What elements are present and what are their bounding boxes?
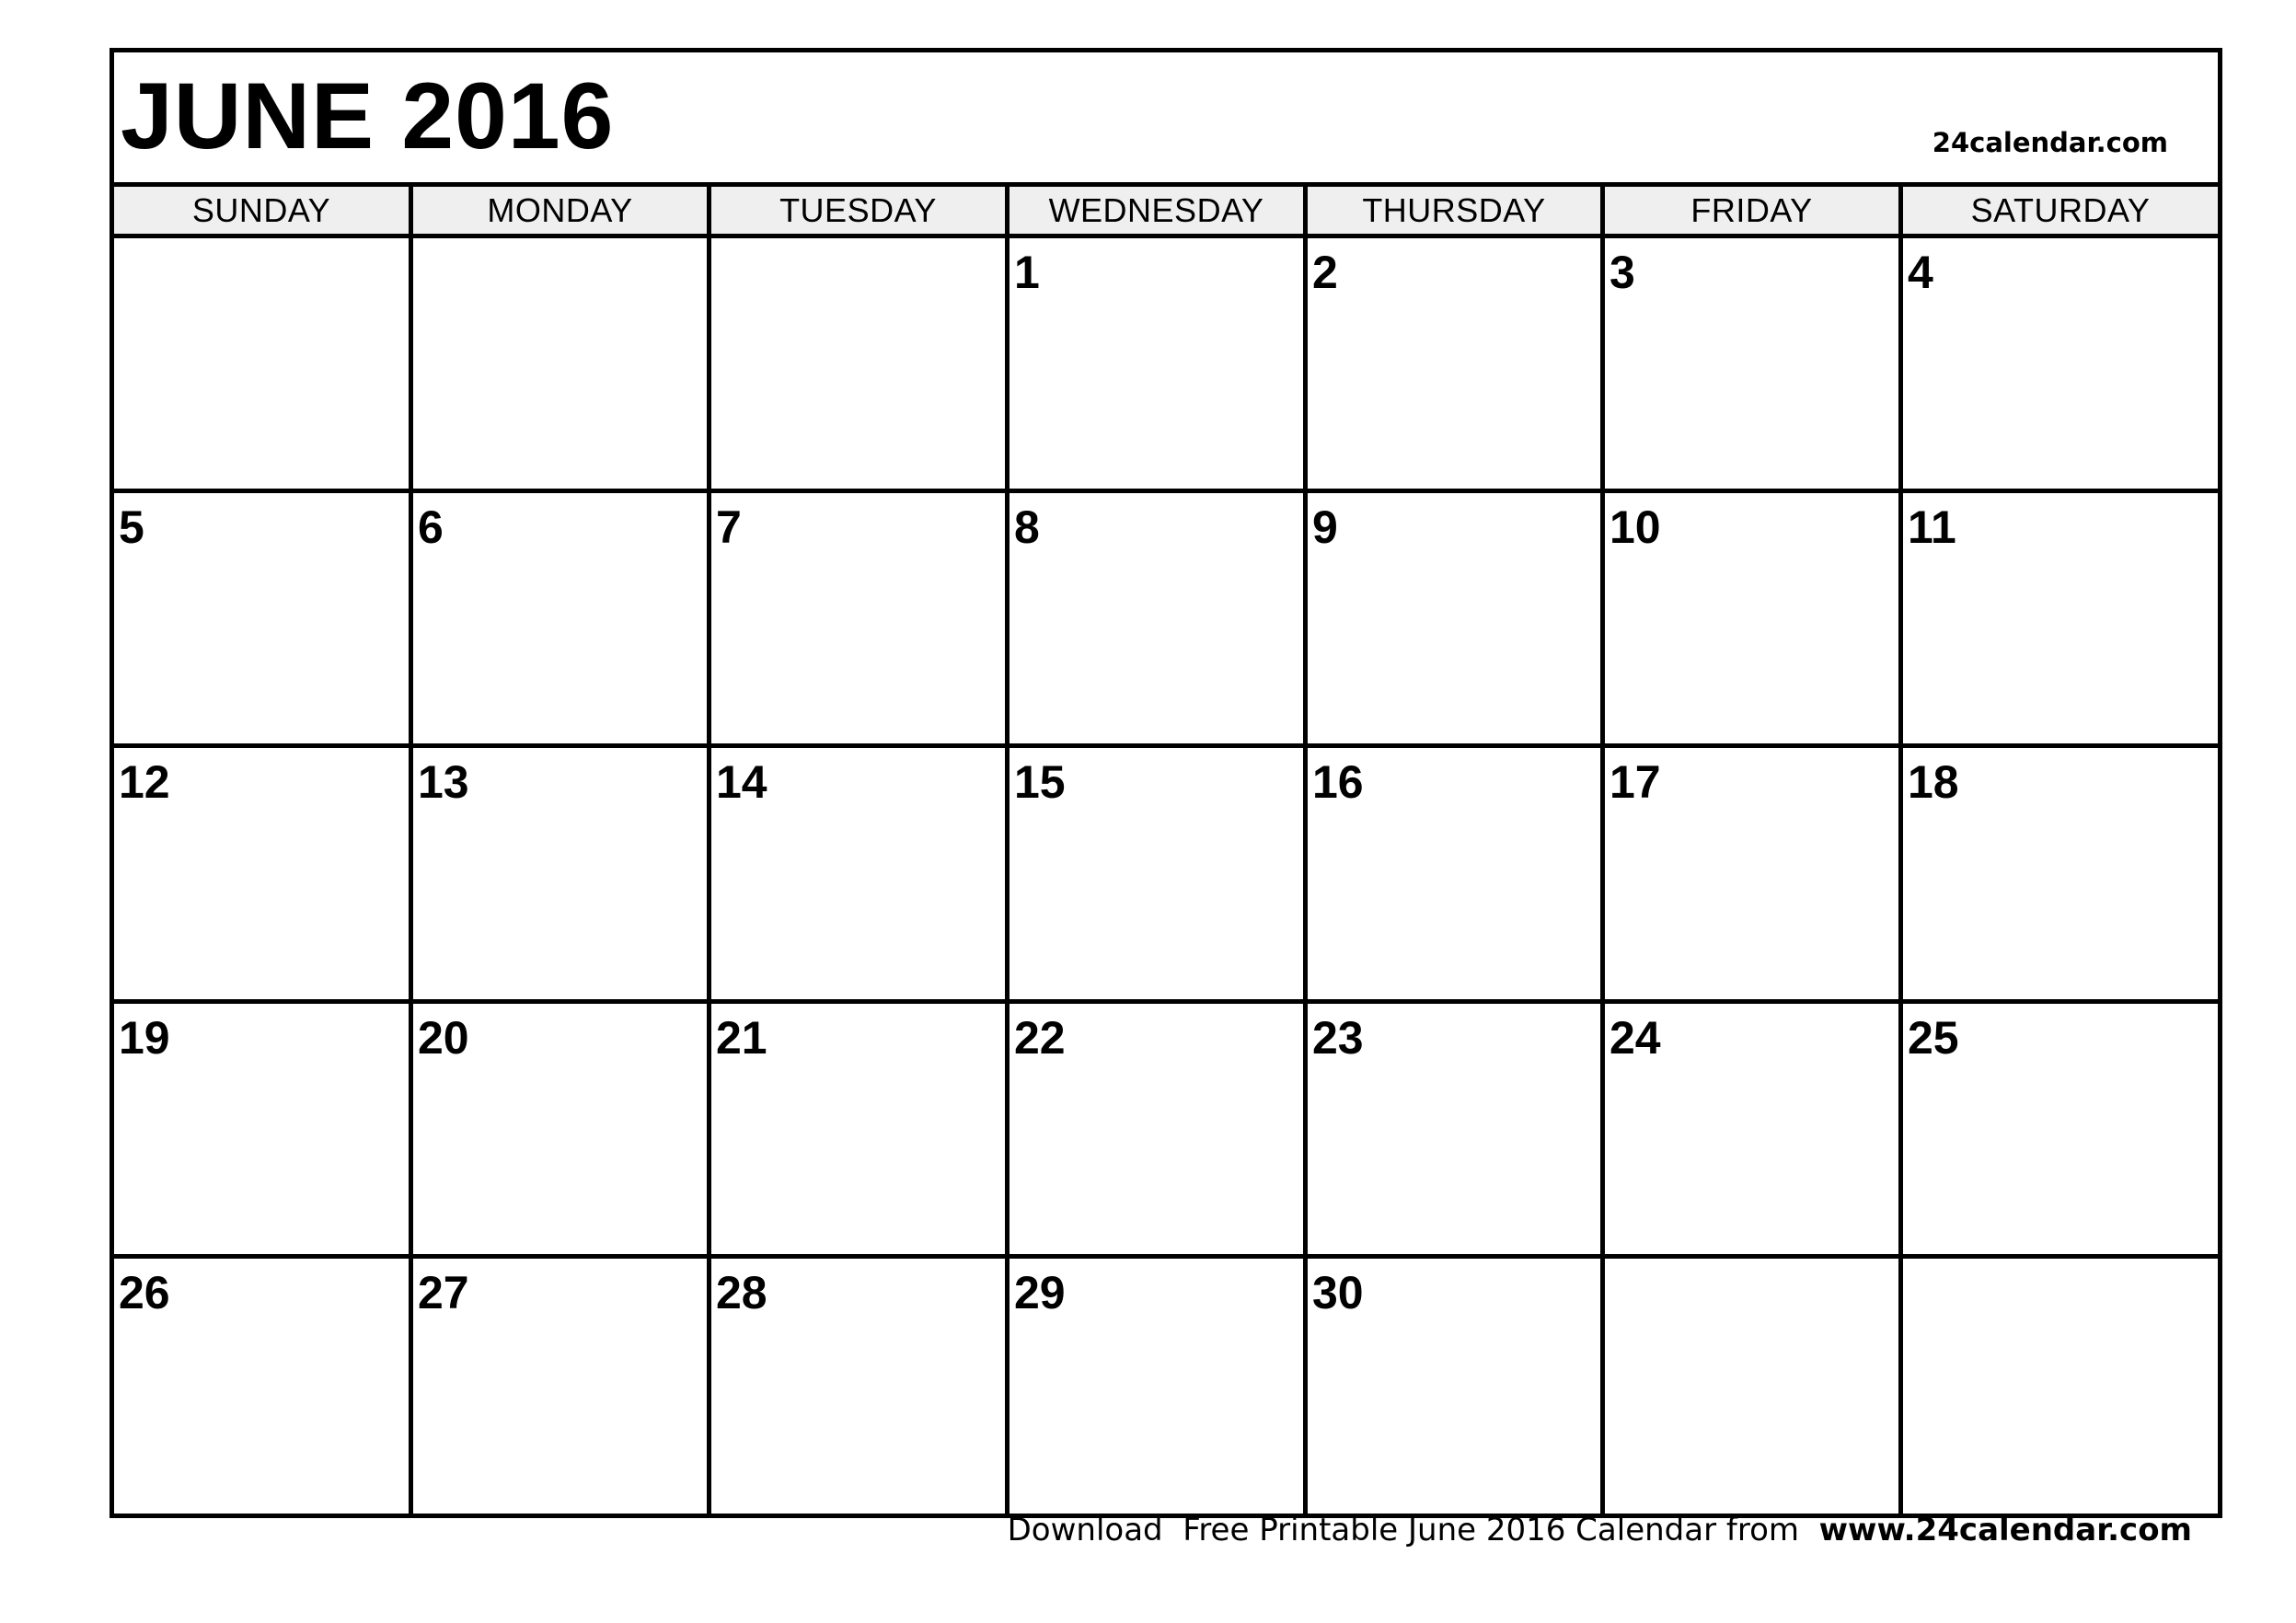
day-cell bbox=[1308, 748, 1605, 1003]
day-cell bbox=[1605, 1004, 1903, 1259]
day-number: 15 bbox=[1014, 756, 1066, 809]
day-number: 4 bbox=[1908, 247, 1933, 298]
day-cell bbox=[413, 1004, 711, 1259]
day-cell bbox=[1010, 1259, 1308, 1514]
weekday-header-thursday: THURSDAY bbox=[1308, 187, 1605, 238]
day-number: 23 bbox=[1312, 1011, 1364, 1064]
day-number: 11 bbox=[1908, 501, 1956, 554]
day-cell bbox=[1010, 748, 1308, 1003]
empty-day-cell bbox=[1903, 1259, 2218, 1514]
day-number: 22 bbox=[1014, 1011, 1066, 1064]
day-number: 29 bbox=[1014, 1266, 1066, 1318]
calendar-page bbox=[110, 48, 2222, 1518]
footer-text: Download Free Printable June 2016 Calendar from bbox=[1007, 1512, 1819, 1548]
day-number: 10 bbox=[1610, 501, 1661, 554]
day-cell bbox=[1903, 493, 2218, 748]
day-cell bbox=[114, 1259, 413, 1514]
day-cell bbox=[413, 748, 711, 1003]
day-cell bbox=[114, 1004, 413, 1259]
day-number: 28 bbox=[716, 1266, 767, 1318]
day-cell bbox=[114, 493, 413, 748]
weekday-header-friday: FRIDAY bbox=[1605, 187, 1903, 238]
day-number: 24 bbox=[1610, 1011, 1661, 1064]
day-cell bbox=[1308, 238, 1605, 493]
day-number: 1 bbox=[1014, 247, 1040, 298]
footer-url-link[interactable]: www.24calendar.com bbox=[1818, 1512, 2192, 1548]
empty-day-cell bbox=[114, 238, 413, 493]
day-number: 14 bbox=[716, 756, 767, 809]
day-cell bbox=[1308, 493, 1605, 748]
day-cell bbox=[1308, 1004, 1605, 1259]
day-cell bbox=[1010, 493, 1308, 748]
day-cell bbox=[1010, 238, 1308, 493]
day-cell bbox=[1308, 1259, 1605, 1514]
day-cell bbox=[711, 1259, 1010, 1514]
day-number: 26 bbox=[119, 1266, 170, 1318]
day-number: 3 bbox=[1610, 247, 1635, 298]
day-cell bbox=[1010, 1004, 1308, 1259]
day-cell bbox=[711, 1004, 1010, 1259]
day-number: 8 bbox=[1014, 501, 1040, 554]
day-cell bbox=[711, 748, 1010, 1003]
weekday-header-monday: MONDAY bbox=[413, 187, 711, 238]
calendar-grid bbox=[114, 187, 2218, 1514]
title-bar bbox=[114, 52, 2218, 187]
day-number: 13 bbox=[418, 756, 469, 809]
day-number: 25 bbox=[1908, 1011, 1959, 1064]
day-number: 18 bbox=[1908, 756, 1959, 809]
day-cell bbox=[413, 1259, 711, 1514]
day-cell bbox=[1605, 748, 1903, 1003]
month-title: JUNE 2016 bbox=[121, 63, 615, 168]
day-number: 27 bbox=[418, 1266, 469, 1318]
empty-day-cell bbox=[413, 238, 711, 493]
footer-note bbox=[1008, 1514, 2192, 1546]
day-number: 6 bbox=[418, 501, 444, 554]
day-number: 19 bbox=[119, 1011, 170, 1064]
day-number: 2 bbox=[1312, 247, 1338, 298]
day-number: 17 bbox=[1610, 756, 1661, 809]
empty-day-cell bbox=[711, 238, 1010, 493]
day-cell bbox=[1903, 1004, 2218, 1259]
day-number: 16 bbox=[1312, 756, 1364, 809]
day-number: 21 bbox=[716, 1011, 767, 1064]
empty-day-cell bbox=[1605, 1259, 1903, 1514]
day-number: 12 bbox=[119, 756, 170, 809]
weekday-header-saturday: SATURDAY bbox=[1903, 187, 2218, 238]
day-cell bbox=[711, 493, 1010, 748]
brand-label: 24calendar.com bbox=[1932, 127, 2168, 158]
day-number: 9 bbox=[1312, 501, 1338, 554]
day-number: 5 bbox=[119, 501, 144, 554]
weekday-header-wednesday: WEDNESDAY bbox=[1010, 187, 1308, 238]
weekday-header-tuesday: TUESDAY bbox=[711, 187, 1010, 238]
day-cell bbox=[413, 493, 711, 748]
weekday-header-sunday: SUNDAY bbox=[114, 187, 413, 238]
day-number: 30 bbox=[1312, 1266, 1364, 1318]
day-cell bbox=[1605, 238, 1903, 493]
day-number: 20 bbox=[418, 1011, 469, 1064]
day-number: 7 bbox=[716, 501, 742, 554]
day-cell bbox=[1605, 493, 1903, 748]
day-cell bbox=[114, 748, 413, 1003]
day-cell bbox=[1903, 238, 2218, 493]
day-cell bbox=[1903, 748, 2218, 1003]
